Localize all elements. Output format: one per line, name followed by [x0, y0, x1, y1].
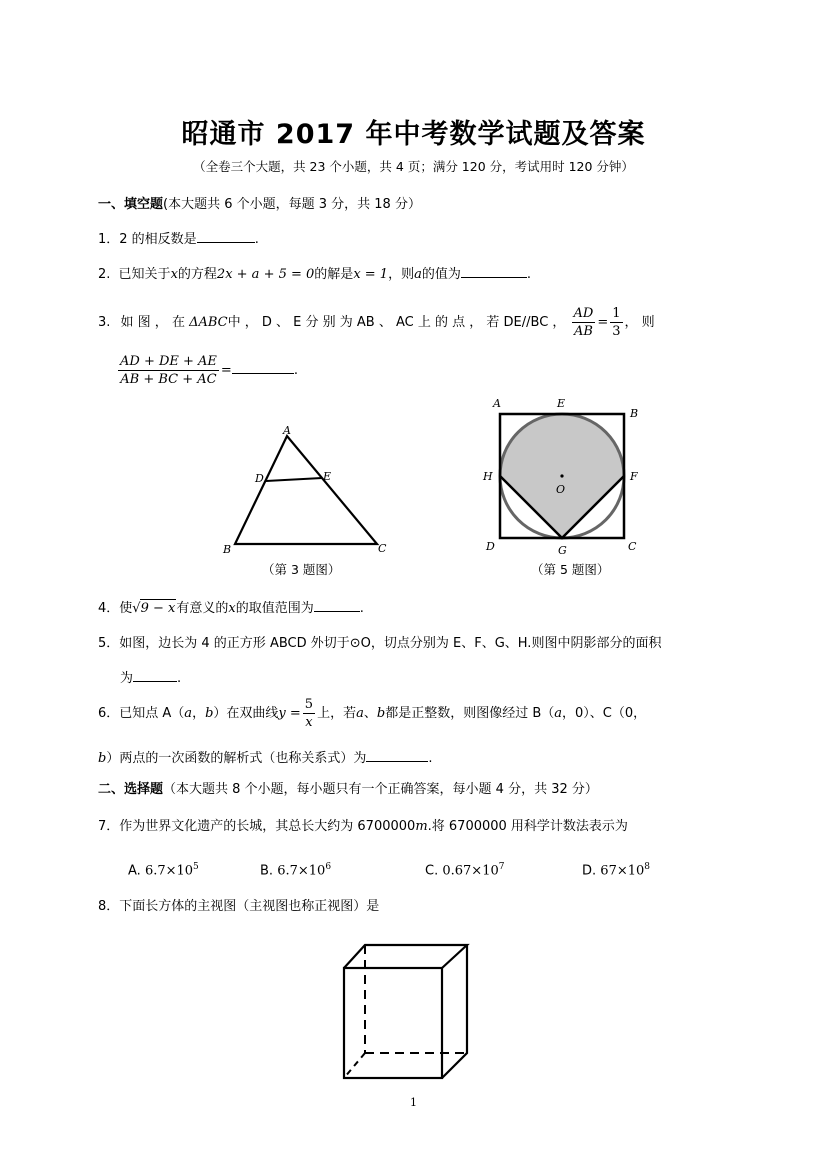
option-exp: 5 [193, 862, 199, 872]
q2-answer-blank[interactable] [461, 264, 527, 278]
q3-equals-2: = [220, 363, 232, 378]
q7-option-c[interactable] [425, 858, 504, 880]
q4-end: . [359, 601, 364, 616]
question-1 [98, 229, 259, 249]
q3-answer-blank[interactable] [232, 360, 294, 374]
segment-de [266, 478, 322, 481]
q3-fraction-sums [118, 353, 219, 388]
q5-answer-blank[interactable] [133, 668, 177, 682]
option-base: 6.7×10 [277, 863, 326, 879]
figure-q8-cuboid [330, 935, 480, 1085]
q6-frac-den: x [305, 715, 313, 730]
label-h: H [483, 470, 493, 483]
section2-note: （本大题共 8 个小题，每小题只有一个正确答案，每小题 4 分，共 32 分） [163, 782, 598, 797]
q6-y-equals: y = [278, 706, 301, 721]
q6-var-b: b [205, 706, 214, 721]
section1-note: (本大题共 6 个小题，每题 3 分，共 18 分） [163, 197, 421, 212]
label-c: C [378, 542, 387, 555]
q4-text-b: 有意义的 [176, 601, 229, 616]
q6-text-f: 都是正整数，则图像经过 B（ [385, 706, 555, 721]
label-c: C [628, 540, 637, 553]
q7-option-a[interactable] [128, 858, 199, 880]
center-dot [560, 474, 563, 477]
q7-text-b: .将 6700000 用科学计数法表示为 [427, 819, 628, 834]
option-label: B. [260, 863, 274, 879]
question-8: 8．下面长方体的主视图（主视图也称正视图）是 [98, 899, 380, 914]
q7-option-d[interactable] [582, 858, 650, 880]
q3-text-c: ， 则 [624, 315, 655, 330]
q3-text-a: 如 图 ， 在 [120, 315, 185, 330]
page-title: 昭通市 2017 年中考数学试题及答案 [181, 119, 646, 150]
q2-end: . [526, 267, 532, 282]
q6-var-b3: b [98, 751, 107, 766]
q2-var-a: a [414, 267, 422, 282]
q1-end: . [254, 232, 259, 247]
label-f: F [630, 470, 638, 483]
q3-frac1-den: AB [573, 324, 593, 339]
page-number: 1 [410, 1096, 417, 1109]
q5-end: . [177, 671, 182, 686]
q5-text-b: 为 [120, 671, 134, 686]
option-base: 6.7×10 [144, 863, 194, 879]
q7-unit: m [415, 819, 428, 834]
question-2 [98, 264, 531, 284]
q6-text-b: ， [192, 706, 206, 721]
q7-text-a: 7．作为世界文化遗产的长城，其总长大约为 6700000 [98, 819, 416, 834]
option-base: 67×10 [600, 863, 645, 879]
q4-answer-blank[interactable] [314, 598, 360, 612]
q6-var-b2: b [376, 706, 386, 721]
q6-var-a: a [184, 706, 193, 721]
q6-fraction [303, 696, 315, 731]
q3-end: . [293, 363, 298, 378]
q2-text-d: ，则 [388, 267, 415, 282]
question-7 [98, 818, 628, 836]
q1-text: 1．2 的相反数是 [98, 232, 197, 247]
q2-equation: 2x + a + 5 = 0 [216, 267, 315, 282]
section2-header [98, 781, 598, 799]
question-5: 5．如图，边长为 4 的正方形 ABCD 外切于⊙O，切点分别为 E、F、G、H.则图中阴影部分的面积 [98, 636, 662, 651]
label-b: B [223, 543, 232, 556]
q2-text-c: 的解是 [314, 267, 354, 282]
label-d: D [255, 472, 264, 485]
option-exp: 8 [644, 862, 651, 872]
q6-answer-blank[interactable] [366, 748, 428, 762]
cuboid-front-face [344, 968, 442, 1078]
figure-q5-square-circle [478, 392, 648, 562]
q2-solution: x = 1 [353, 267, 389, 282]
q3-triangle: ΔABC [189, 315, 228, 330]
q2-text-b: 的方程 [177, 267, 217, 282]
q6-text-c: ）在双曲线 [213, 706, 279, 721]
q6-text-e: 、 [363, 706, 377, 721]
q3-fraction-ad-ab [572, 305, 596, 340]
section1-heading: 一、填空题 [98, 197, 164, 212]
q6-text-h: ）两点的一次函数的解析式（也称关系式）为 [106, 751, 367, 766]
q3-equals: = [597, 315, 609, 330]
question-4: 4．使√9 − x有意义的x的取值范围为 . [98, 598, 364, 618]
section1-header [98, 196, 421, 214]
q7-option-b[interactable] [260, 858, 331, 880]
q3-frac2-num: 1 [612, 306, 621, 321]
q3-frac3-num: AD + DE + AE [120, 354, 217, 369]
q3-text-b: 中 ， D 、 E 分 别 为 AB 、 AC 上 的 点 ， 若 DE//BC ， [227, 315, 566, 330]
option-exp: 6 [325, 862, 332, 872]
question-6 [98, 695, 646, 733]
q3-frac2-den: 3 [612, 324, 621, 339]
cuboid-top-edges [344, 945, 467, 968]
question-3 [98, 304, 655, 342]
q2-number: 2. [98, 267, 111, 282]
q6-text-d: 上，若 [317, 706, 357, 721]
label-e: E [323, 470, 332, 483]
question-6-line2 [98, 748, 432, 768]
option-exp: 7 [498, 862, 505, 872]
q6-var-a2: a [356, 706, 364, 721]
q4-text-c: 的取值范围为 [235, 601, 314, 616]
caption-fig3: （第 3 题图） [262, 562, 341, 577]
q2-var-x: x [170, 267, 178, 282]
label-a: A [493, 397, 501, 410]
label-g: G [558, 544, 567, 557]
option-label: D. [582, 863, 597, 879]
hidden-edge-diagonal [344, 1053, 365, 1078]
q3-fraction-one-third [610, 305, 622, 340]
q6-var-a3: a [554, 706, 563, 721]
label-e: E [557, 397, 566, 410]
q2-text-a: 已知关于 [118, 267, 171, 282]
q6-text-a: 6．已知点 A（ [98, 706, 185, 721]
q3-number: 3. [98, 315, 111, 330]
section2-heading: 二、选择题 [98, 782, 164, 797]
triangle-abc [235, 436, 377, 544]
figure-q3-triangle [215, 422, 395, 562]
label-b: B [630, 407, 639, 420]
question-5-line2 [120, 668, 181, 688]
q3-frac1-num: AD [573, 306, 594, 321]
label-a: A [283, 424, 291, 437]
caption-fig5: （第 5 题图） [531, 562, 610, 577]
question-3-line2 [116, 352, 298, 390]
option-label: C. [425, 863, 439, 879]
q4-var-x: x [228, 601, 236, 616]
label-o: O [556, 483, 566, 496]
q4-radicand: 9 − x [140, 601, 176, 616]
q4-text-a: 4．使 [98, 601, 133, 616]
label-d: D [486, 540, 495, 553]
page-subtitle: （全卷三个大题，共 23 个小题，共 4 页；满分 120 分，考试用时 120 分钟） [193, 159, 634, 174]
q6-frac-num: 5 [304, 697, 314, 712]
q2-text-e: 的值为 [421, 267, 461, 282]
q6-end: . [428, 751, 433, 766]
q6-text-g: ，0）、C（0， [562, 706, 647, 721]
q1-answer-blank[interactable] [197, 229, 255, 243]
option-label: A. [128, 863, 141, 879]
q3-frac3-den: AB + BC + AC [120, 372, 217, 387]
option-base: 0.67×10 [442, 863, 499, 879]
